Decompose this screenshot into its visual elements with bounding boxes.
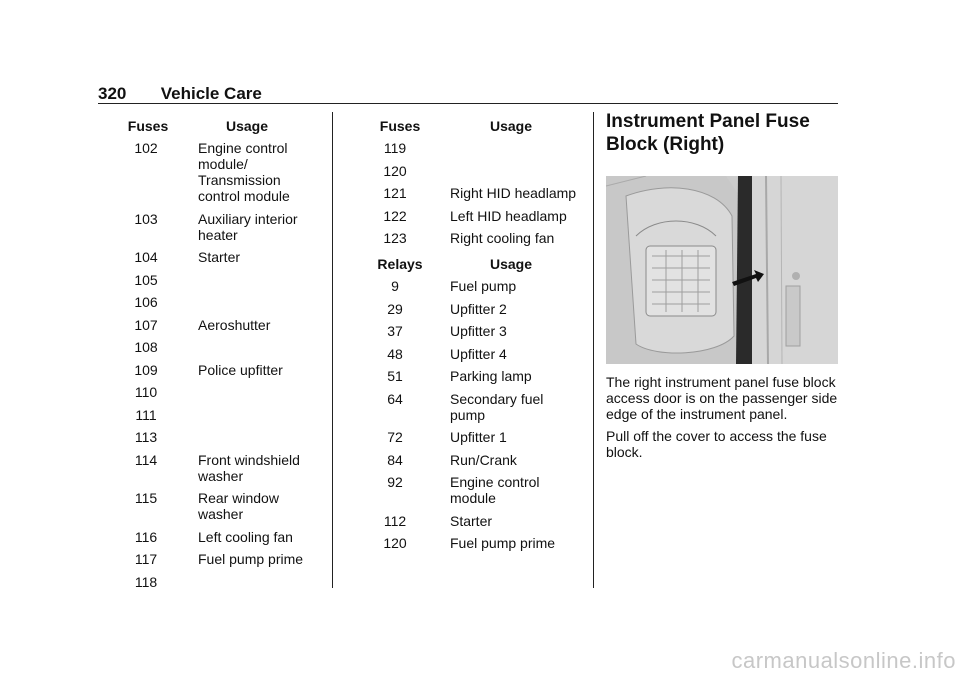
paragraph-1: The right instrument panel fuse block access door is on the passenger side edge of the instrument panel. (606, 374, 838, 422)
page-number: 320 (98, 84, 127, 103)
table-row (352, 301, 582, 317)
table-row (352, 535, 582, 551)
table-row (352, 346, 582, 362)
row-usage (192, 407, 320, 423)
row-usage (192, 574, 320, 590)
row-number: 121 (383, 185, 407, 201)
row-number: 118 (134, 573, 158, 590)
table-row (100, 529, 320, 545)
header-rule (98, 103, 838, 104)
row-number: 112 (383, 512, 407, 529)
table-row (352, 163, 582, 179)
row-usage: Secondary fuel pump (450, 390, 544, 423)
row-number: 109 (134, 361, 158, 378)
row-usage: Starter (198, 249, 241, 265)
col-header-usage: Usage (226, 118, 269, 134)
col-header-fuses: Fuses (127, 118, 169, 134)
table-row (352, 513, 582, 529)
row-number: 113 (134, 429, 158, 445)
table-row (100, 384, 320, 400)
row-usage (192, 384, 320, 400)
relays-header (352, 256, 582, 278)
row-number: 72 (387, 429, 403, 445)
table-row (352, 452, 582, 468)
row-number: 115 (134, 490, 158, 506)
row-usage: Fuel pump prime (450, 535, 556, 551)
row-number: 110 (134, 384, 158, 400)
row-number: 106 (134, 294, 158, 310)
table-row (352, 278, 582, 294)
col-header-relays: Relays (377, 256, 423, 272)
table-header (352, 118, 582, 140)
row-usage: Engine control module (450, 474, 540, 506)
relays-rows (352, 278, 582, 551)
table-row (100, 249, 320, 265)
table-row (352, 429, 582, 445)
row-usage: Run/Crank (450, 451, 517, 468)
row-usage: Upfitter 2 (450, 300, 507, 317)
row-number: 116 (134, 528, 158, 545)
row-number: 114 (134, 451, 158, 468)
table-row (352, 230, 582, 246)
row-usage: Upfitter 3 (450, 323, 507, 339)
table-row (352, 391, 582, 423)
row-usage: Left HID headlamp (450, 207, 567, 224)
table-row (100, 429, 320, 445)
row-usage (192, 294, 320, 310)
row-usage (192, 339, 320, 355)
fuses-rows (100, 140, 320, 590)
paragraph-2: Pull off the cover to access the fuse block. (606, 428, 827, 460)
table-header (100, 118, 320, 140)
row-number: 84 (387, 451, 403, 468)
table-row (352, 208, 582, 224)
row-usage: Rear window washer (198, 490, 279, 522)
table-row (100, 317, 320, 333)
table-row (100, 362, 320, 378)
fuse-block-photo (606, 176, 838, 364)
row-number: 111 (135, 406, 157, 423)
row-usage: Upfitter 4 (450, 345, 507, 362)
page-header (98, 84, 262, 104)
table-row (100, 551, 320, 567)
table-row (100, 272, 320, 288)
row-number: 51 (387, 368, 403, 384)
table-row (352, 323, 582, 339)
row-number: 120 (383, 535, 407, 551)
row-number: 64 (387, 390, 403, 407)
table-row (100, 574, 320, 590)
column-divider-2 (593, 112, 594, 588)
row-number: 107 (134, 316, 158, 333)
watermark: carmanualsonline.info (731, 648, 956, 673)
right-column (606, 110, 840, 466)
row-usage (192, 429, 320, 445)
row-usage (438, 140, 582, 156)
col-header-usage: Usage (490, 256, 533, 272)
table-row (100, 294, 320, 310)
table-row (100, 407, 320, 423)
table-row (100, 452, 320, 484)
row-usage (438, 163, 582, 179)
row-usage: Starter (450, 512, 493, 529)
row-number: 119 (383, 140, 407, 156)
row-usage: Right cooling fan (450, 230, 555, 246)
row-number: 102 (134, 140, 158, 156)
row-usage: Parking lamp (450, 368, 532, 384)
table-row (352, 140, 582, 156)
fuses-rows (352, 140, 582, 246)
section-heading: Instrument Panel Fuse Block (Right) (606, 111, 810, 155)
row-usage (192, 272, 320, 288)
row-number: 104 (134, 249, 158, 265)
table-row (100, 339, 320, 355)
row-usage: Police upfitter (198, 361, 283, 378)
col-header-fuses: Fuses (379, 118, 421, 134)
row-number: 29 (387, 300, 403, 317)
row-usage: Fuel pump prime (198, 551, 304, 567)
row-usage: Left cooling fan (198, 528, 293, 545)
row-number: 123 (383, 230, 407, 246)
row-number: 48 (387, 345, 403, 362)
row-usage: Aeroshutter (198, 316, 271, 333)
table-row (352, 474, 582, 506)
section-title-header: Vehicle Care (160, 84, 262, 103)
row-usage: Engine control module/ Transmission control module (198, 140, 290, 204)
column-divider-1 (332, 112, 333, 588)
fuses-table-left (100, 118, 320, 596)
row-usage: Auxiliary interior heater (198, 210, 298, 243)
row-number: 108 (134, 339, 158, 355)
row-number: 103 (134, 210, 158, 227)
row-number: 92 (387, 474, 403, 490)
table-row (352, 185, 582, 201)
row-usage: Fuel pump (450, 278, 517, 294)
row-number: 120 (383, 162, 407, 179)
table-row (100, 211, 320, 243)
col-header-usage: Usage (490, 118, 533, 134)
table-row (100, 140, 320, 204)
row-usage: Upfitter 1 (450, 429, 507, 445)
table-row (100, 490, 320, 522)
fuses-relays-table-middle (352, 118, 582, 558)
row-number: 37 (387, 323, 403, 339)
row-number: 105 (134, 271, 158, 288)
table-row (352, 368, 582, 384)
row-usage: Right HID headlamp (450, 185, 577, 201)
row-number: 117 (134, 551, 158, 567)
row-usage: Front windshield washer (198, 451, 300, 484)
row-number: 9 (391, 278, 399, 294)
row-number: 122 (383, 207, 407, 224)
